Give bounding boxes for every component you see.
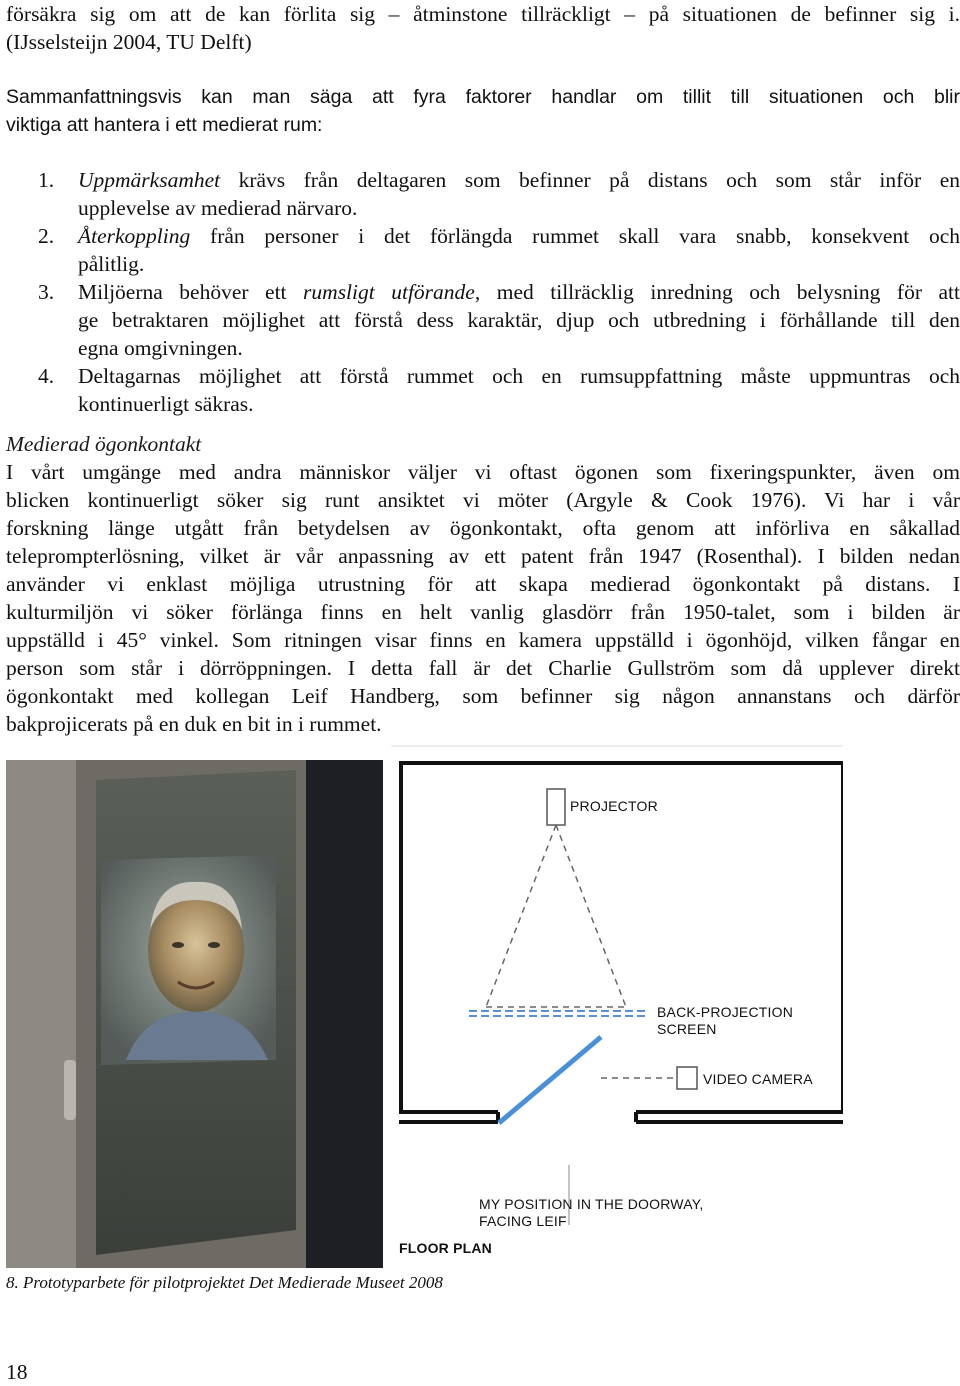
body-line: använder vi enklast möjliga utrustning för att skapa medierad ögonkontakt på distans. I: [6, 572, 960, 596]
body-line: kulturmiljön vi söker förlänga finns en helt vanlig glasdörr från 1950-talet, som i bilden är: [6, 600, 960, 624]
section-heading: Medierad ögonkontakt: [6, 432, 202, 456]
screen-label-2: SCREEN: [657, 1021, 717, 1037]
page-number: 18: [6, 1360, 28, 1384]
body-line: blicken kontinuerligt söker sig runt ansiktet vi möter (Argyle & Cook 1976). Vi har i vår: [6, 488, 960, 512]
list-item-3-line-2: ge betraktaren möjlighet att förstå dess karaktär, djup och utbredning i förhållande till den: [78, 308, 960, 332]
door-photo: [6, 760, 383, 1268]
body-line: I vårt umgänge med andra människor väljer vi oftast ögonen som fixeringspunkter, även om: [6, 460, 960, 484]
list-emphasis: Uppmärksamhet: [78, 168, 221, 192]
list-number: 3.: [38, 280, 55, 304]
position-label-2: FACING LEIF: [479, 1213, 567, 1229]
figure-caption: 8. Prototyparbete för pilotprojektet Det Medierade Museet 2008: [6, 1273, 443, 1292]
list-item-3-line-1: [78, 278, 960, 306]
summary-line-1: Sammanfattningsvis kan man säga att fyra faktorer handlar om tillit till situationen och blir: [6, 86, 960, 108]
intro-line-2: (IJsselsteijn 2004, TU Delft): [6, 30, 252, 54]
list-number: 2.: [38, 224, 55, 248]
position-label-1: MY POSITION IN THE DOORWAY,: [479, 1196, 704, 1212]
intro-line-1: försäkra sig om att de kan förlita sig – åtminstone tillräckligt – på situationen de befinner sig i.: [6, 2, 960, 26]
body-line: uppställd i 45° vinkel. Som ritningen visar finns en kamera uppställd i ögonhöjd, vilken fångar en: [6, 628, 960, 652]
screen-label-1: BACK-PROJECTION: [657, 1004, 794, 1020]
list-emphasis: rumsligt utförande: [303, 280, 475, 304]
list-item-3-line-3: egna omgivningen.: [78, 336, 243, 360]
list-text: , med tillräcklig inredning och belysning för att: [474, 280, 960, 304]
camera-label: VIDEO CAMERA: [703, 1071, 813, 1087]
body-line: teleprompterlösning, vilket är vår anpassning av ett patent från 1947 (Rosenthal). I bilden nedan: [6, 544, 960, 568]
list-number: 4.: [38, 364, 55, 388]
projector-label: PROJECTOR: [570, 798, 658, 814]
list-number: 1.: [38, 168, 55, 192]
floor-plan-diagram: [391, 745, 843, 1265]
body-line: forskning länge utgått från betydelsen av ögonkontakt, ofta genom att införliva en såkallad: [6, 516, 960, 540]
list-item-4-line-2: kontinuerligt säkras.: [78, 392, 254, 416]
body-line: bakprojicerats på en duk en bit in i rummet.: [6, 712, 382, 736]
camera-icon: [677, 1067, 697, 1089]
list-item-2-line-2: pålitlig.: [78, 252, 145, 276]
list-item-4-line-1: Deltagarnas möjlighet att förstå rummet och en rumsuppfattning måste uppmuntras och: [78, 364, 960, 388]
list-item-2-line-1: [78, 222, 960, 250]
list-text: från personer i det förlängda rummet skall vara snabb, konsekvent och: [190, 224, 960, 248]
floor-plan-label: FLOOR PLAN: [399, 1240, 492, 1256]
list-text: Miljöerna behöver ett: [78, 280, 304, 304]
list-item-1-line-1: [78, 166, 960, 194]
list-emphasis: Återkoppling: [78, 224, 191, 248]
summary-line-2: viktiga att hantera i ett medierat rum:: [6, 114, 323, 136]
projector-icon: [547, 789, 565, 825]
list-item-1-line-2: upplevelse av medierad närvaro.: [78, 196, 358, 220]
body-line: person som står i dörröppningen. I detta fall är det Charlie Gullström som då upplever direkt: [6, 656, 960, 680]
body-line: ögonkontakt med kollegan Leif Handberg, som befinner sig någon annanstans och därför: [6, 684, 960, 708]
list-text: krävs från deltagaren som befinner på distans och som står inför en: [220, 168, 960, 192]
